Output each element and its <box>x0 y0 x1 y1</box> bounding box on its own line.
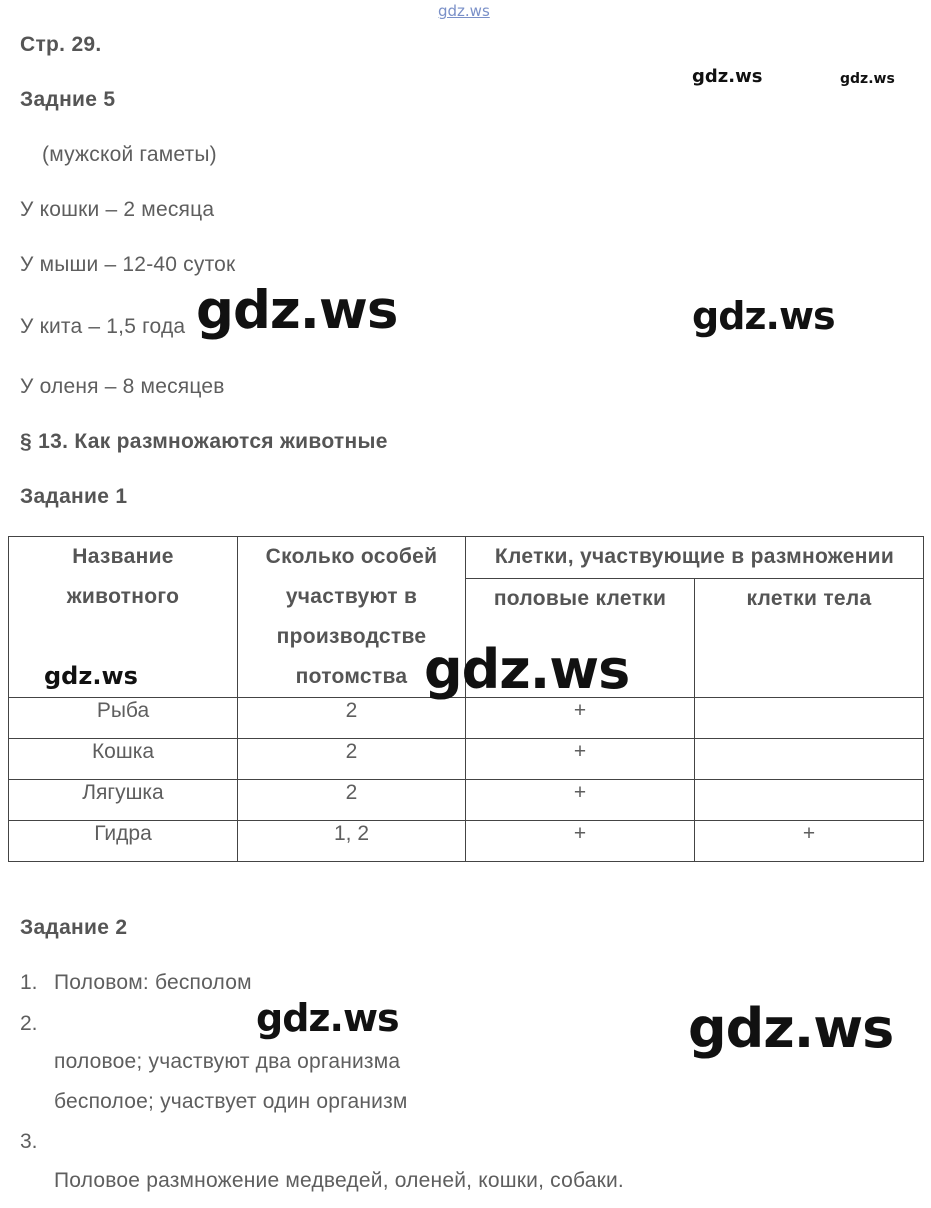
task5-line-2: У кошки – 2 месяца <box>20 198 215 221</box>
cell-name: Рыба <box>9 698 238 739</box>
task2-item-2-line-1: половое; участвуют два организма <box>54 1050 401 1073</box>
watermark-small-2: gdz.ws <box>840 71 895 87</box>
cell-body <box>695 698 924 739</box>
task2-title: Задание 2 <box>20 916 128 939</box>
table-row <box>9 821 924 862</box>
task5-line-1: (мужской гаметы) <box>42 143 217 166</box>
header-count-line1: Сколько особей <box>265 545 438 568</box>
table-row <box>9 739 924 780</box>
page-label: Стр. 29. <box>20 33 102 56</box>
task5-title: Задние 5 <box>20 88 116 111</box>
task1-title: Задание 1 <box>20 485 128 508</box>
table-row <box>9 780 924 821</box>
watermark-large-1: gdz.ws <box>196 280 398 341</box>
task5-line-3: У мыши – 12-40 суток <box>20 253 236 276</box>
watermark-bottom-1: gdz.ws <box>256 996 399 1040</box>
watermark-large-2: gdz.ws <box>692 294 835 338</box>
cell-count: 1, 2 <box>238 821 466 862</box>
header-sex-cells: половые клетки <box>466 578 695 697</box>
watermark-small-1: gdz.ws <box>692 66 763 87</box>
cell-name: Кошка <box>9 739 238 780</box>
task2-item-2-line-2: бесполое; участвует один организм <box>54 1090 408 1113</box>
table-row <box>9 698 924 739</box>
watermark-table-center: gdz.ws <box>424 638 630 701</box>
header-count-line2: участвуют в <box>285 585 418 608</box>
header-count-line3: производстве <box>276 625 427 648</box>
cell-name: Гидра <box>9 821 238 862</box>
watermark-table-left: gdz.ws <box>44 662 138 690</box>
header-name-line2: животного <box>66 585 180 608</box>
watermark-top: gdz.ws <box>438 2 490 20</box>
cell-count: 2 <box>238 780 466 821</box>
task2-item-1-num: 1. <box>20 971 38 994</box>
task2-item-3-num: 3. <box>20 1130 38 1153</box>
header-cells: Клетки, участвующие в размножении <box>466 537 924 579</box>
cell-name: Лягушка <box>9 780 238 821</box>
cell-body <box>695 739 924 780</box>
watermark-bottom-2: gdz.ws <box>688 997 894 1060</box>
cell-body <box>695 780 924 821</box>
cell-sex: + <box>466 698 695 739</box>
cell-body: + <box>695 821 924 862</box>
cell-sex: + <box>466 821 695 862</box>
header-body-cells: клетки тела <box>695 578 924 697</box>
task2-item-1-line-1: Половом: бесполом <box>54 971 252 994</box>
cell-sex: + <box>466 739 695 780</box>
task2-item-2-num: 2. <box>20 1012 38 1035</box>
cell-count: 2 <box>238 698 466 739</box>
header-name-line1: Название <box>72 545 174 568</box>
header-count-line4: потомства <box>295 665 408 688</box>
cell-sex: + <box>466 780 695 821</box>
task2-item-3-line-1: Половое размножение медведей, оленей, кошки, собаки. <box>54 1169 624 1192</box>
cell-count: 2 <box>238 739 466 780</box>
task5-line-4: У кита – 1,5 года <box>20 315 186 338</box>
section-title: § 13. Как размножаются животные <box>20 430 388 453</box>
task5-line-5: У оленя – 8 месяцев <box>20 375 225 398</box>
